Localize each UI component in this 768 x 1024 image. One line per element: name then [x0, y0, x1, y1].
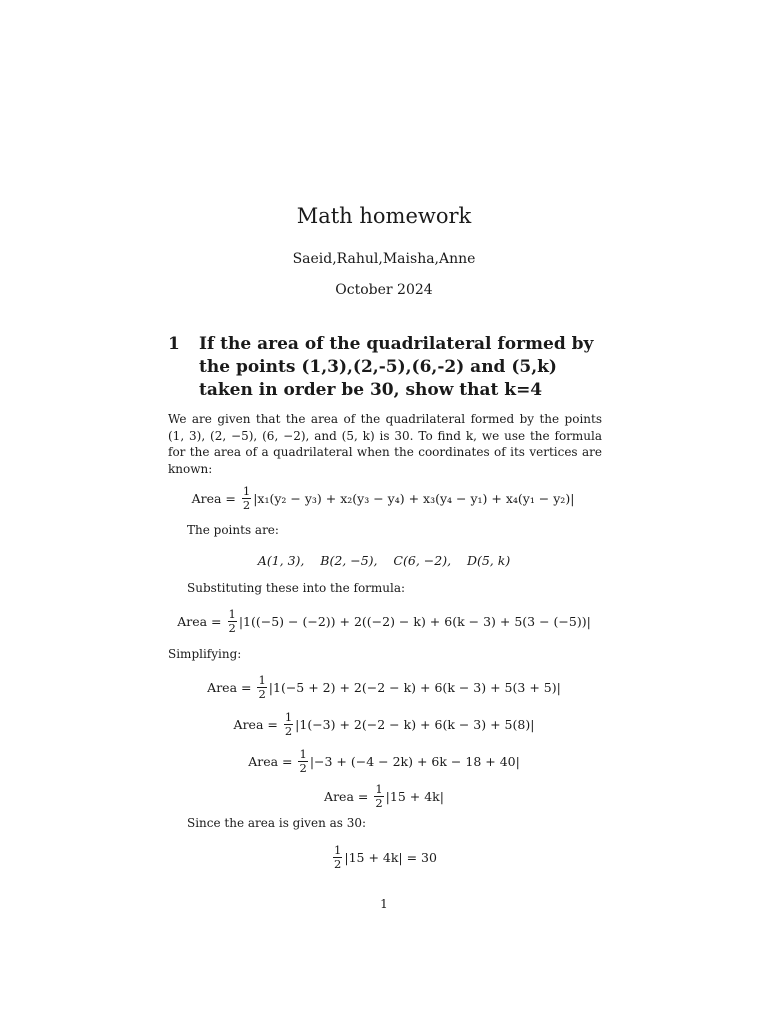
intro-paragraph: We are given that the area of the quadrilateral formed by the points (1, 3), (2, −5), (6, −2), and (5, k) is 30. To find k, we use the formula for the area of a quadrilateral when the coordinates of its vertices are known: [168, 412, 602, 476]
eq-lhs: Area = [324, 789, 369, 804]
section-number: 1 [168, 334, 180, 354]
fraction-half: $\frac{1}{2}$ [284, 710, 293, 738]
eq-rhs: |−3 + (−4 − 2k) + 6k − 18 + 40| [309, 754, 520, 769]
fraction-half: $\frac{1}{2}$ [258, 673, 266, 701]
eq-rhs: |15 + 4k| [385, 789, 444, 804]
points-equation [0, 553, 768, 568]
substituting-label: Substituting these into the formula: [187, 581, 406, 595]
fraction-half: $\frac{1}{2}$ [299, 747, 307, 775]
area-formula-equation [0, 485, 767, 512]
fraction-half: $\frac{1}{2}$ [334, 843, 342, 871]
eq-lhs: Area = [207, 680, 252, 695]
points-list: A(1, 3), B(2, −5), C(6, −2), D(5, k) [257, 553, 511, 568]
simplifying-label: Simplifying: [168, 647, 242, 661]
substituted-equation [0, 608, 768, 635]
eq-lhs: Area = [248, 754, 293, 769]
eq-lhs: Area = [177, 614, 222, 629]
page-number: 1 [380, 897, 388, 911]
eq-rhs: |1(−3) + 2(−2 − k) + 6(k − 3) + 5(8)| [295, 717, 535, 732]
author-list: Saeid,Rahul,Maisha,Anne [292, 251, 476, 267]
fraction-half: $\frac{1}{2}$ [242, 484, 251, 512]
section-heading-text: If the area of the quadrilateral formed by the points (1,3),(2,-5),(6,-2) and (5,k) taken in order be 30, show that k=4 [199, 334, 594, 400]
eq-lhs: Area = [191, 491, 236, 506]
simplify-step-2 [0, 711, 768, 738]
section-heading [168, 333, 608, 402]
simplify-step-3 [0, 748, 768, 775]
points-label: The points are: [187, 523, 279, 537]
fraction-half: $\frac{1}{2}$ [375, 782, 383, 810]
eq-rhs: |15 + 4k| = 30 [344, 850, 437, 865]
simplify-step-1 [0, 674, 768, 701]
eq-rhs: |1(−5 + 2) + 2(−2 − k) + 6(k − 3) + 5(3 + 5)| [268, 680, 561, 695]
final-equation [0, 842, 768, 871]
simplify-step-4 [0, 783, 768, 810]
since-label: Since the area is given as 30: [187, 816, 367, 830]
fraction-half: $\frac{1}{2}$ [228, 607, 236, 635]
document-date: October 2024 [335, 282, 433, 298]
eq-rhs: |x₁(y₂ − y₃) + x₂(y₃ − y₄) + x₃(y₄ − y₁) + x₄(y₁ − y₂)| [253, 491, 575, 506]
eq-rhs: |1((−5) − (−2)) + 2((−2) − k) + 6(k − 3) + 5(3 − (−5))| [238, 614, 591, 629]
document-title: Math homework [296, 204, 472, 228]
eq-lhs: Area = [233, 717, 278, 732]
